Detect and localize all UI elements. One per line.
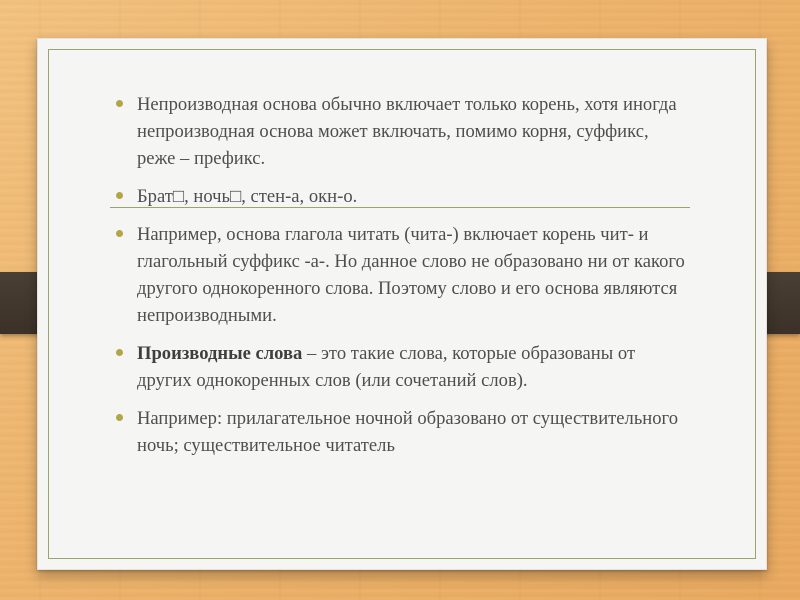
bullet-dot-icon [116,230,123,237]
bullet-list [116,91,686,470]
bullet-dot-icon [116,414,123,421]
bullet-item-4 [116,340,686,394]
bullet-text: Брат□, ночь□, стен-а, окн-о. [137,186,358,207]
bullet-text: Непроизводная основа обычно включает только корень, хотя иногда непроизводная основа может включать, помимо корня, суффикс, реже – префикс. [137,94,677,169]
bullet-item-1 [116,91,686,172]
bullet-dot-icon [116,349,123,356]
bullet-dot-icon [116,192,123,199]
bullet-text: Например, основа глагола читать (чита-) включает корень чит- и глагольный суффикс -а-. Но данное слово не образовано ни от какого другого однокоренного слова. Поэтому слово и его основа являются непроизводными. [137,224,685,326]
slide-card [37,38,767,570]
bullet-item-2 [116,183,686,210]
bullet-item-5 [116,405,686,459]
bullet-text: – это такие слова, которые образованы от других однокоренных слов (или сочетаний слов). [137,343,636,391]
bullet-item-3 [116,221,686,329]
bullet-dot-icon [116,100,123,107]
bullet-bold-term: Производные слова [137,343,303,364]
bullet-text: Например: прилагательное ночной образовано от существительного ночь; существительное читатель [137,408,679,456]
